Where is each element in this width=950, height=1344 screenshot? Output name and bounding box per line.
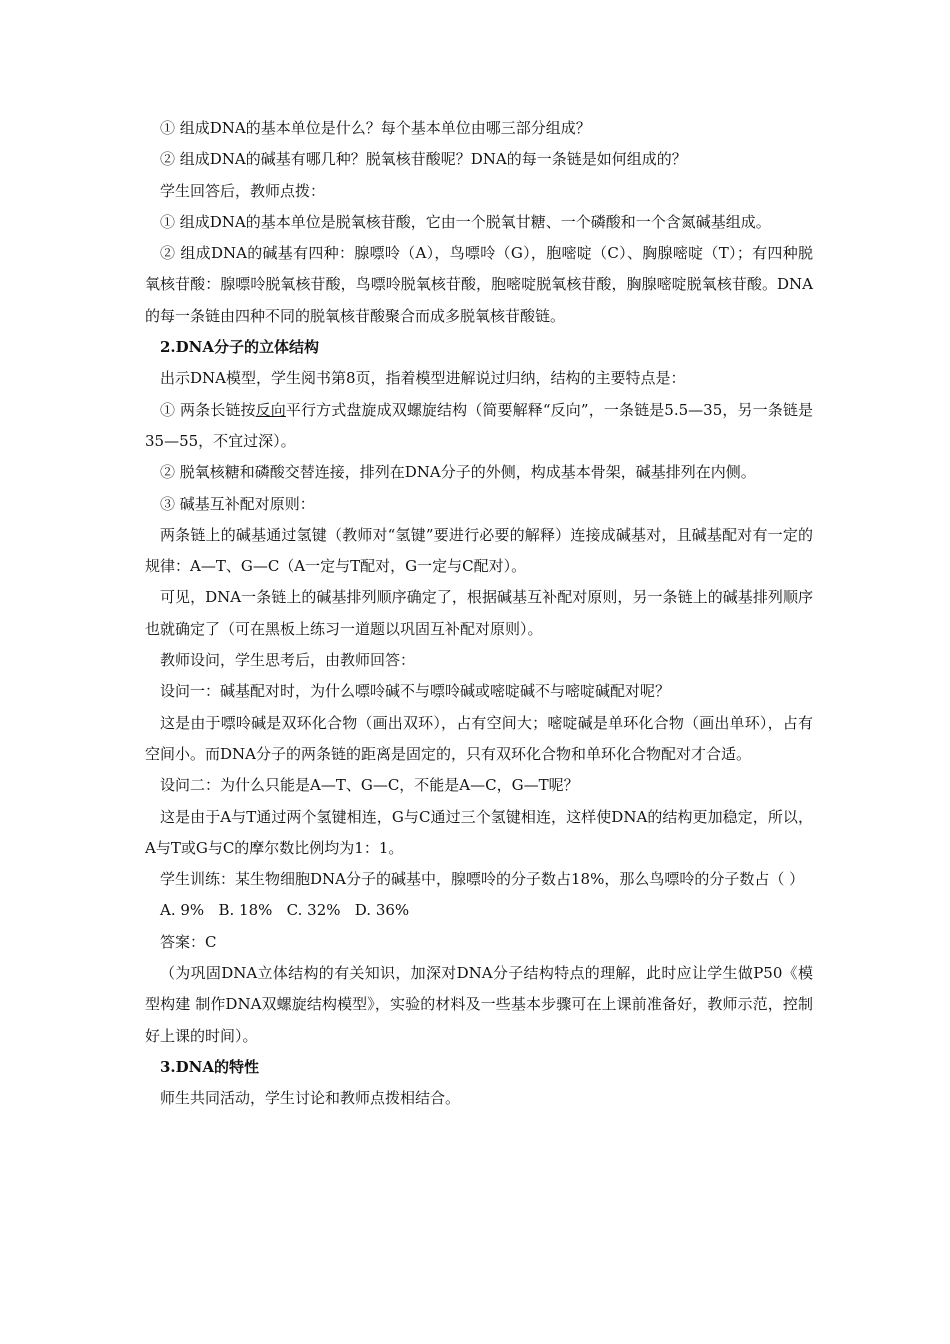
paragraph: 学生训练：某生物细胞DNA分子的碱基中，腺嘌呤的分子数占18%，那么鸟嘌呤的分子数占（ ） (160, 870, 805, 889)
paragraph: ② 组成DNA的碱基有哪几种？脱氧核苷酸呢？DNA的每一条链是如何组成的？ (160, 150, 687, 169)
paragraph: ② 脱氧核糖和磷酸交替连接，排列在DNA分子的外侧，构成基本骨架，碱基排列在内侧。 (160, 463, 756, 482)
paragraph: ③ 碱基互补配对原则： (160, 494, 315, 513)
paragraph: ① 组成DNA的基本单位是什么？每个基本单位由哪三部分组成？ (160, 119, 591, 137)
underlined-text: 反向 (255, 400, 286, 419)
paragraph: 设问二：为什么只能是A—T、G—C，不能是A—C，G—T呢？ (160, 776, 579, 795)
paragraph: 可见，DNA一条链上的碱基排列顺序确定了，根据碱基互补配对原则，另一条链上的碱基排列顺序也就确定了（可在黑板上练习一道题以巩固互补配对原则）。 (145, 588, 813, 638)
section-heading: 2.DNA分子的立体结构 (160, 338, 320, 357)
paragraph (145, 395, 813, 458)
paragraph: 师生共同活动，学生讨论和教师点拨相结合。 (160, 1089, 461, 1108)
text-run: 平行方式盘旋成双螺旋结构（简要解释“反向”，一条链是5.5—35，另一条链是35—55，不宜过深）。 (145, 400, 813, 450)
paragraph: 这是由于嘌呤碱是双环化合物（画出双环），占有空间大；嘧啶碱是单环化合物（画出单环），占有空间小。而DNA分子的两条链的距离是固定的，只有双环化合物和单环化合物配对才合适。 (145, 713, 813, 763)
paragraph: 教师设问，学生思考后，由教师回答： (160, 651, 416, 670)
paragraph: 学生回答后，教师点拨： (160, 181, 326, 200)
document-body (145, 113, 813, 1115)
answer-options: A. 9% B. 18% C. 32% D. 36% (160, 901, 410, 920)
paragraph: 两条链上的碱基通过氢键（教师对“氢键”要进行必要的解释）连接成碱基对，且碱基配对有一定的规律：A—T、G—C（A一定与T配对，G一定与C配对）。 (145, 525, 813, 576)
paragraph: （为巩固DNA立体结构的有关知识，加深对DNA分子结构特点的理解，此时应让学生做P50《模型构建 制作DNA双螺旋结构模型》，实验的材料及一些基本步骤可在上课前准备好，教师示范，控制好上课的时间）。 (145, 964, 813, 1045)
paragraph: 设问一：碱基配对时，为什么嘌呤碱不与嘌呤碱或嘧啶碱不与嘧啶碱配对呢？ (160, 682, 671, 701)
paragraph: 出示DNA模型，学生阅书第8页，指着模型进解说过归纳，结构的主要特点是： (160, 369, 686, 388)
section-heading: 3.DNA的特性 (160, 1057, 260, 1076)
answer: 答案：C (160, 932, 217, 951)
paragraph: 这是由于A与T通过两个氢键相连，G与C通过三个氢键相连，这样使DNA的结构更加稳定，所以，A与T或G与C的摩尔数比例均为1：1。 (145, 807, 813, 857)
text-run: ① 两条长链按 (160, 400, 256, 419)
paragraph: ② 组成DNA的碱基有四种：腺嘌呤（A），鸟嘌呤（G），胞嘧啶（C）、胸腺嘧啶（T）；有四种脱氧核苷酸：腺嘌呤脱氧核苷酸，鸟嘌呤脱氧核苷酸，胞嘧啶脱氧核苷酸，胸腺嘧啶脱氧核苷酸。DNA的每一条链由四种不同的脱氧核苷酸聚合而成多脱氧核苷酸链。 (145, 244, 813, 325)
paragraph: ① 组成DNA的基本单位是脱氧核苷酸，它由一个脱氧甘糖、一个磷酸和一个含氮碱基组成。 (160, 212, 771, 231)
